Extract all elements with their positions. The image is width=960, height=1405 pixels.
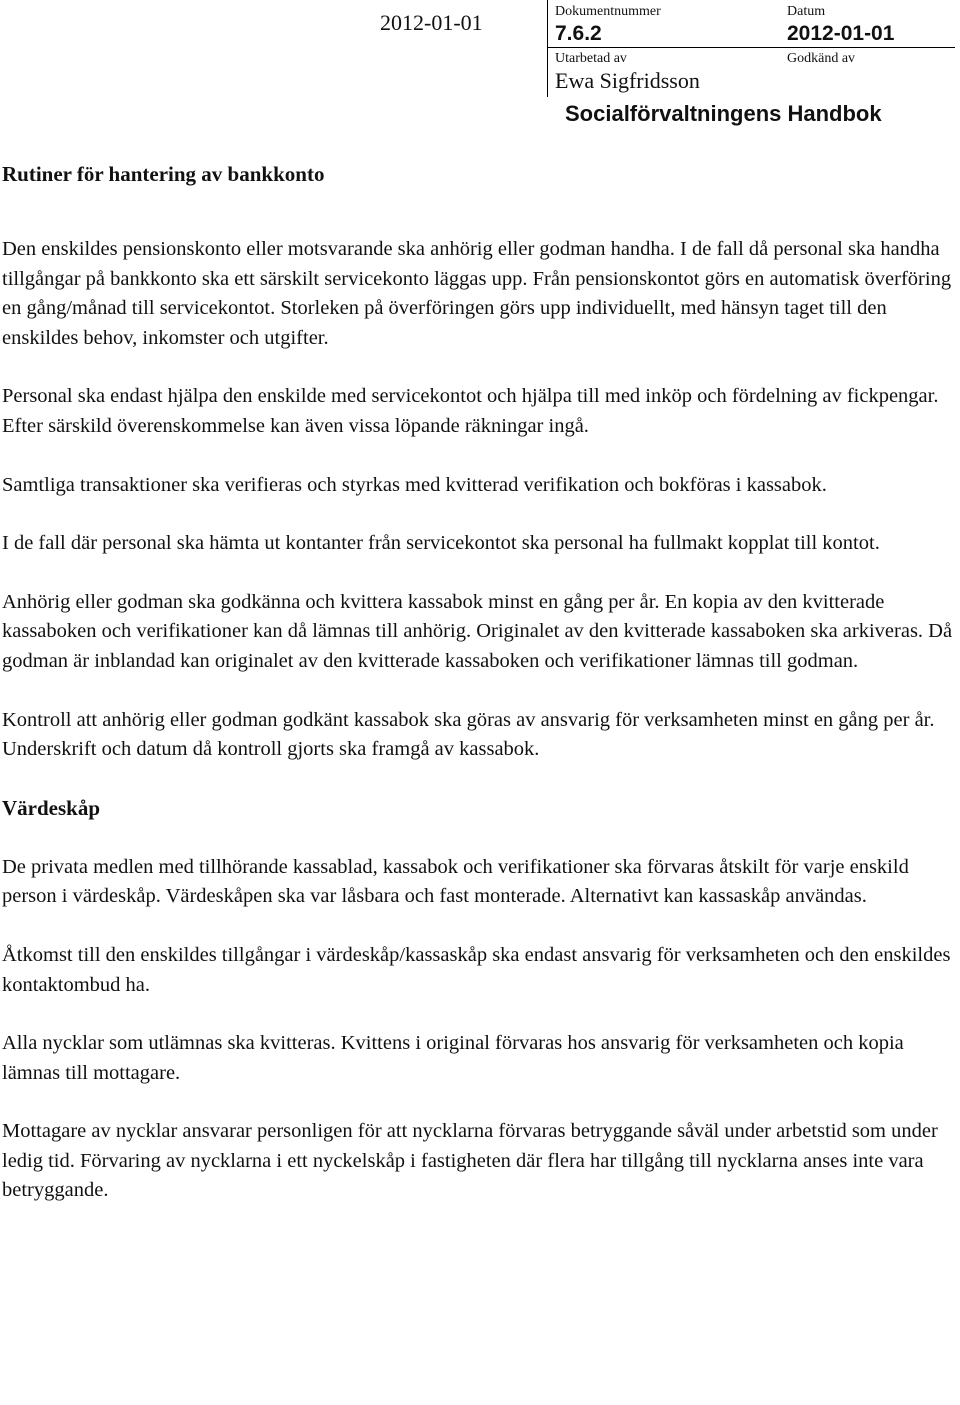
paragraph: Mottagare av nycklar ansvarar personligen för att nycklarna förvaras betryggande såväl under arbetstid som under ledig tid. Förvaring av nycklarna i ett nyckelskåp i fastigheten där flera har tillgång till nycklarna anses inte vara betryggande. bbox=[2, 1120, 938, 1202]
date-label: Datum bbox=[787, 4, 826, 19]
paragraph: Kontroll att anhörig eller godman godkänt kassabok ska göras av ansvarig för verksamheten minst en gång per år. Underskrift och datum då kontroll gjorts ska framgå av kassabok. bbox=[2, 708, 935, 761]
paragraph: Åtkomst till den enskildes tillgångar i värdeskåp/kassaskåp ska endast ansvarig för verksamheten och den enskildes kontaktombud ha. bbox=[2, 943, 951, 996]
document-title: Rutiner för hantering av bankkonto bbox=[2, 162, 325, 186]
section-heading-vardeskap: Värdeskåp bbox=[2, 795, 101, 820]
date-value: 2012-01-01 bbox=[787, 22, 895, 45]
paragraph: Samtliga transaktioner ska verifieras och styrkas med kvitterad verifikation och bokföras i kassabok. bbox=[2, 473, 827, 496]
document-meta-box bbox=[547, 0, 955, 133]
paragraph: I de fall där personal ska hämta ut kontanter från servicekontot ska personal ha fullmakt kopplat till kontot. bbox=[2, 532, 880, 555]
meta-divider-horizontal bbox=[547, 47, 955, 48]
doc-number: 7.6.2 bbox=[555, 22, 602, 45]
handbook-title: Socialförvaltningens Handbok bbox=[565, 101, 882, 126]
prepared-by-label: Utarbetad av bbox=[555, 51, 627, 66]
paragraph: Personal ska endast hjälpa den enskilde med servicekontot och hjälpa till med inköp och fördelning av fickpengar. Efter särskild överenskommelse kan även vissa löpande räkningar ingå. bbox=[2, 385, 939, 437]
paragraph: Alla nycklar som utlämnas ska kvitteras. Kvittens i original förvaras hos ansvarig för verksamheten och kopia lämnas till mottagare. bbox=[2, 1032, 904, 1084]
paragraph: Anhörig eller godman ska godkänna och kvittera kassabok minst en gång per år. En kopia av den kvitterade kassaboken och verifikationer kan då lämnas till anhörig. Originalet av den kvitterade kassaboken ska arkiveras. Då godman är inblandad kan originalet av den kvitterade kassaboken och verifikationer lämnas till godman. bbox=[2, 590, 953, 672]
meta-divider-vertical bbox=[547, 0, 548, 97]
paragraph: Den enskildes pensionskonto eller motsvarande ska anhörig eller godman handha. I de fall då personal ska handha tillgångar på bankkonto ska ett särskilt servicekonto läggas upp. Från pensionskontot görs en automatisk överföring en gång/månad till servicekontot. Storleken på överföringen görs upp individuellt, med hänsyn taget till den enskildes behov, inkomster och utgifter. bbox=[2, 238, 952, 349]
prepared-by: Ewa Sigfridsson bbox=[555, 68, 700, 93]
header-date: 2012-01-01 bbox=[380, 10, 483, 35]
document-body bbox=[2, 160, 954, 1235]
doc-number-label: Dokumentnummer bbox=[555, 4, 661, 19]
approved-by-label: Godkänd av bbox=[787, 51, 856, 66]
paragraph: De privata medlen med tillhörande kassablad, kassabok och verifikationer ska förvaras åtskilt för varje enskild person i värdeskåp. Värdeskåpen ska var låsbara och fast monterade. Alternativt kan kassaskåp användas. bbox=[2, 855, 909, 908]
